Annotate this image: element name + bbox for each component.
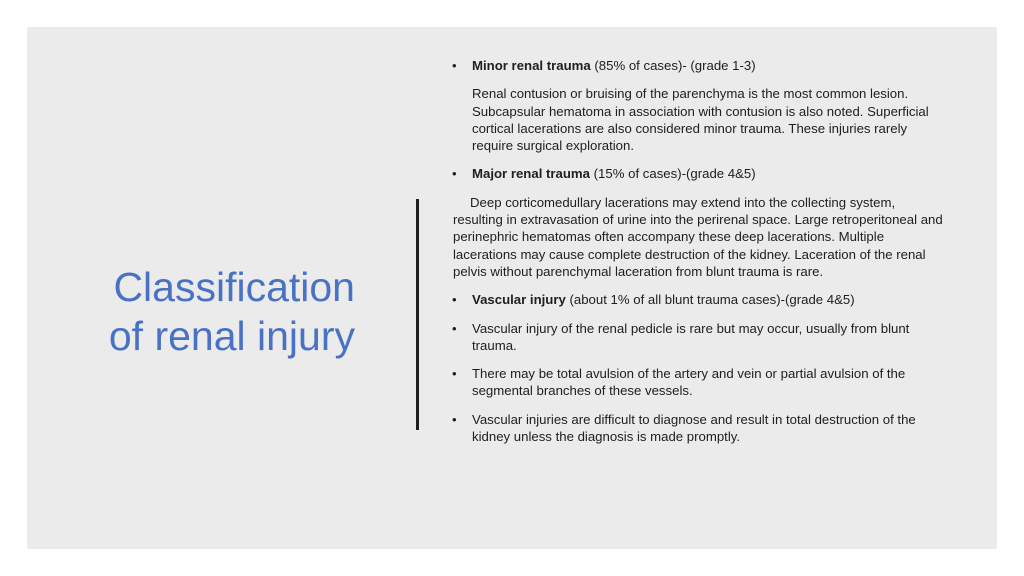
minor-paragraph: Renal contusion or bruising of the parenchyma is the most common lesion. Subcapsular hematoma in association with contusion is also noted. Superficial cortical lacerations are also considered minor trauma. These injuries rarely require surgical exploration. (472, 86, 929, 154)
vascular-point-text: Vascular injury of the renal pedicle is rare but may occur, usually from blunt trauma. (472, 320, 910, 353)
minor-detail: (85% of cases)- (grade 1-3) (590, 58, 756, 73)
bullet-dot: • (452, 366, 457, 382)
slide (27, 27, 997, 549)
vascular-detail: (about 1% of all blunt trauma cases)-(grade 4&5) (565, 292, 855, 308)
major-heading: Major renal trauma (472, 166, 590, 182)
content-body (426, 57, 946, 456)
title-line-1: Classification (113, 264, 355, 310)
bullet-vascular-point-1 (426, 320, 946, 355)
major-detail: (15% of cases)-(grade 4&5) (590, 166, 756, 182)
bullet-minor-trauma (426, 57, 946, 74)
bullet-major-trauma (426, 165, 946, 182)
vascular-heading: Vascular injury (472, 292, 566, 308)
bullet-dot: • (452, 166, 457, 182)
major-paragraph: Deep corticomedullary lacerations may extend into the collecting system, resulting in extravasation of urine into the perirenal space. Large retroperitoneal and perinephric hematomas often accompany these deep lacerations. Multiple lacerations may cause complete destruction of the kidney. Laceration of the renal pelvis without parenchymal laceration from blunt trauma is rare. (453, 194, 943, 279)
bullet-dot: • (452, 292, 457, 308)
vascular-point-text: Vascular injuries are difficult to diagnose and result in total destruction of the kidney unless the diagnosis is made promptly. (472, 411, 916, 445)
minor-heading: Minor renal trauma (472, 58, 591, 73)
bullet-dot: • (452, 320, 457, 336)
bullet-dot: • (452, 58, 457, 73)
vascular-point-text: There may be total avulsion of the artery and vein or partial avulsion of the segmental branches of these vessels. (472, 366, 906, 399)
bullet-dot: • (452, 411, 457, 427)
slide-title (55, 263, 355, 361)
bullet-vascular-injury (426, 291, 946, 308)
bullet-vascular-point-2 (426, 365, 946, 400)
vertical-divider (416, 199, 419, 430)
bullet-vascular-point-3 (426, 411, 946, 446)
title-line-2: of renal injury (108, 313, 355, 359)
